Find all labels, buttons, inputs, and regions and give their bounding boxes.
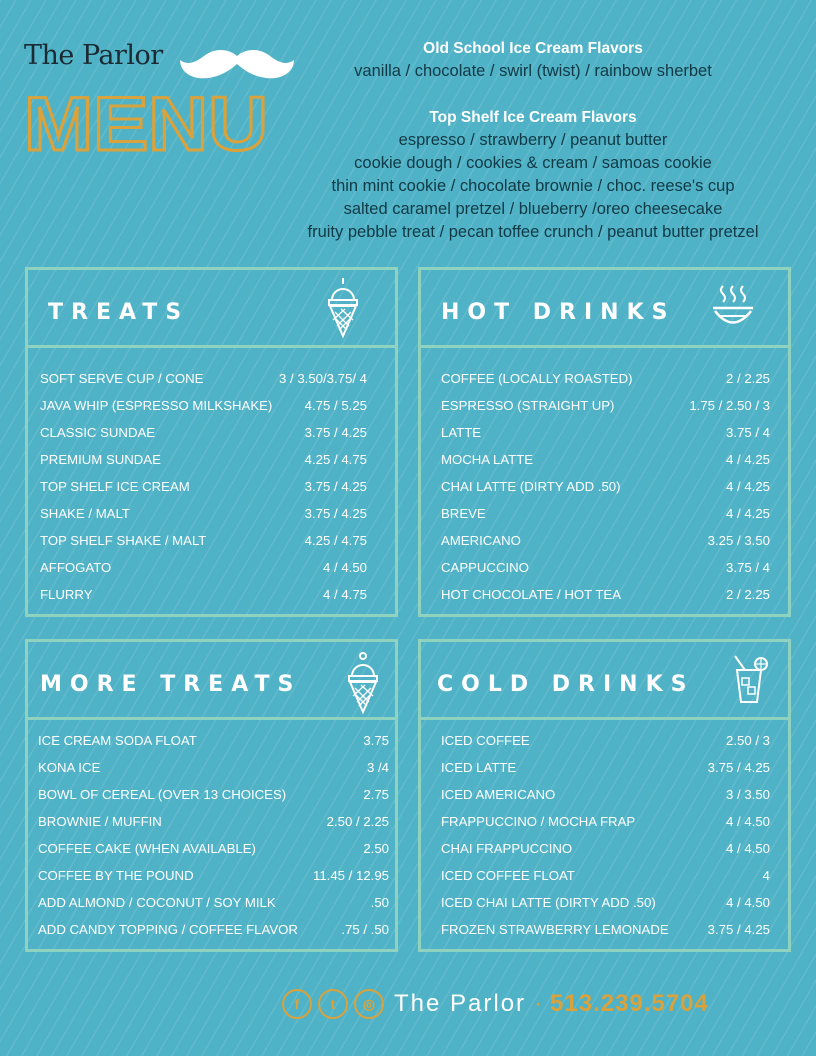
menu-item-name: HOT CHOCOLATE / HOT TEA [441,587,622,602]
top-shelf-line: espresso / strawberry / peanut butter [398,131,668,149]
menu-item-row [441,419,770,446]
menu-item-row [441,889,772,916]
panel-hot-drinks [418,267,791,617]
menu-item-price: 2 / 2.25 [726,587,770,602]
menu-item-row [441,446,770,473]
menu-item-row [40,500,383,527]
menu-item-price: 2.50 [363,841,389,856]
menu-item-row [40,392,383,419]
menu-item-name: COFFEE BY THE POUND [38,868,194,883]
menu-item-name: PREMIUM SUNDAE [40,452,161,467]
hot-drinks-list [441,365,770,608]
menu-item-price: 4 / 4.50 [323,560,367,575]
menu-item-price: 4 / 4.50 [726,814,770,829]
menu-item-row [441,862,772,889]
menu-item-name: ICED LATTE [441,760,517,775]
menu-item-price: 2.75 [363,787,389,802]
footer-phone[interactable]: 513.239.5704 [550,990,709,1017]
menu-item-price: 11.45 / 12.95 [312,868,389,883]
footer [282,986,709,1022]
menu-item-row [38,916,389,943]
menu-item-row [40,446,383,473]
top-shelf-title: Top Shelf Ice Cream Flavors [429,109,637,126]
iced-drink-icon [731,654,771,706]
menu-item-row [40,419,383,446]
top-shelf-line: fruity pebble treat / pecan toffee crunch / peanut butter pretzel [307,223,759,241]
menu-item-name: ICED AMERICANO [441,787,556,802]
menu-item-name: TOP SHELF ICE CREAM [40,479,190,494]
menu-item-price: 3.75 / 4.25 [304,425,367,440]
menu-item-price: 3 /4 [367,760,389,775]
panel-treats [25,267,398,617]
menu-item-row [38,862,389,889]
menu-wordmark [24,88,272,160]
panel-header [28,642,395,720]
menu-item-row [38,727,389,754]
panel-header [421,642,788,720]
menu-item-row [38,754,389,781]
top-shelf-line: cookie dough / cookies & cream / samoas cookie [354,154,712,172]
menu-item-name: FLURRY [40,587,93,602]
menu-item-row [441,781,772,808]
menu-item-row [441,365,770,392]
menu-item-row [40,554,383,581]
menu-item-name: AMERICANO [441,533,521,548]
menu-item-row [441,527,770,554]
menu-item-row [40,581,383,608]
menu-item-row [40,527,383,554]
menu-item-row [441,727,772,754]
menu-item-price: 4 / 4.75 [323,587,367,602]
menu-item-name: ICE CREAM SODA FLOAT [38,733,197,748]
menu-item-price: .75 / .50 [341,922,389,937]
top-shelf-line: thin mint cookie / chocolate brownie / choc. reese's cup [331,177,735,195]
footer-brand-name: The Parlor [394,990,527,1017]
menu-item-price: 2.50 / 2.25 [326,814,389,829]
menu-item-price: 3.75 / 4 [726,560,770,575]
hot-bowl-icon [711,284,755,330]
menu-item-price: 3.75 / 4 [726,425,770,440]
menu-item-price: 3.75 / 4.25 [707,922,770,937]
menu-item-name: FROZEN STRAWBERRY LEMONADE [441,922,669,937]
menu-item-name: ADD ALMOND / COCONUT / SOY MILK [38,895,276,910]
panel-header [28,270,395,348]
menu-item-row [441,581,770,608]
menu-item-price: 2 / 2.25 [726,371,770,386]
menu-item-price: 3 / 3.50 [726,787,770,802]
menu-item-price: 4 / 4.25 [726,506,770,521]
menu-item-name: AFFOGATO [40,560,112,575]
menu-item-row [441,808,772,835]
brand-name: The Parlor [24,40,163,71]
menu-item-name: CHAI LATTE (DIRTY ADD .50) [441,479,621,494]
top-shelf-line: salted caramel pretzel / blueberry /oreo cheesecake [343,200,723,218]
menu-item-name: SOFT SERVE CUP / CONE [40,371,204,386]
menu-item-row [40,473,383,500]
menu-item-name: COFFEE (LOCALLY ROASTED) [441,371,633,386]
menu-item-row [441,554,770,581]
menu-item-price: 3.75 / 4.25 [304,479,367,494]
menu-item-name: LATTE [441,425,482,440]
ice-cream-cone-icon [346,650,380,716]
menu-item-name: MOCHA LATTE [441,452,534,467]
menu-item-price: 3 / 3.50/3.75/ 4 [279,371,367,386]
menu-item-price: 4 / 4.50 [726,895,770,910]
more-treats-list [38,727,389,943]
menu-item-name: SHAKE / MALT [40,506,130,521]
ice-cream-cone-icon [326,276,360,340]
panel-title: COLD DRINKS [437,672,695,697]
panel-header [421,270,788,348]
menu-item-row [441,754,772,781]
menu-item-row [38,808,389,835]
footer-separator: · [534,990,543,1017]
menu-item-price: 4.75 / 5.25 [304,398,367,413]
menu-item-row [441,500,770,527]
menu-item-name: CLASSIC SUNDAE [40,425,156,440]
cold-drinks-list [441,727,772,943]
menu-item-price: 4 [762,868,770,883]
instagram-icon[interactable]: ◎ [354,989,384,1019]
menu-item-price: 3.25 / 3.50 [707,533,770,548]
menu-item-name: KONA ICE [38,760,101,775]
menu-item-price: .50 [370,895,389,910]
twitter-icon[interactable]: t [318,989,348,1019]
menu-item-price: 4.25 / 4.75 [304,452,367,467]
menu-item-row [38,781,389,808]
menu-item-price: 4 / 4.25 [726,452,770,467]
menu-item-price: 4 / 4.50 [726,841,770,856]
menu-item-row [40,365,383,392]
menu-wordmark-text: MENU [24,88,268,160]
old-school-flavors: vanilla / chocolate / swirl (twist) / rainbow sherbet [354,62,712,80]
facebook-icon[interactable]: f [282,989,312,1019]
menu-item-price: 3.75 / 4.25 [304,506,367,521]
menu-item-row [441,916,772,943]
menu-item-row [441,392,770,419]
flavor-lists [250,37,816,244]
menu-item-price: 4.25 / 4.75 [304,533,367,548]
menu-item-name: ADD CANDY TOPPING / COFFEE FLAVOR [38,922,298,937]
menu-item-name: ICED CHAI LATTE (DIRTY ADD .50) [441,895,656,910]
menu-item-name: TOP SHELF SHAKE / MALT [40,533,207,548]
menu-item-name: ESPRESSO (STRAIGHT UP) [441,398,615,413]
menu-item-name: BROWNIE / MUFFIN [38,814,162,829]
menu-item-row [38,835,389,862]
menu-item-name: ICED COFFEE FLOAT [441,868,575,883]
menu-item-price: 3.75 / 4.25 [707,760,770,775]
menu-item-price: 4 / 4.25 [726,479,770,494]
menu-item-row [38,889,389,916]
panel-title: HOT DRINKS [441,300,676,325]
menu-item-price: 3.75 [363,733,389,748]
menu-item-name: ICED COFFEE [441,733,530,748]
menu-item-name: CHAI FRAPPUCCINO [441,841,573,856]
menu-item-name: FRAPPUCCINO / MOCHA FRAP [441,814,636,829]
panel-title: TREATS [48,300,190,325]
old-school-title: Old School Ice Cream Flavors [423,40,643,57]
menu-item-row [441,473,770,500]
menu-item-name: JAVA WHIP (ESPRESSO MILKSHAKE) [40,398,273,413]
menu-item-name: CAPPUCCINO [441,560,529,575]
menu-item-price: 1.75 / 2.50 / 3 [689,398,770,413]
menu-item-name: COFFEE CAKE (WHEN AVAILABLE) [38,841,256,856]
menu-item-row [441,835,772,862]
treats-list [40,365,383,608]
panel-more-treats [25,639,398,952]
panel-cold-drinks [418,639,791,952]
menu-item-price: 2.50 / 3 [726,733,770,748]
panel-title: MORE TREATS [40,672,302,697]
menu-item-name: BOWL OF CEREAL (OVER 13 CHOICES) [38,787,287,802]
menu-item-name: BREVE [441,506,486,521]
